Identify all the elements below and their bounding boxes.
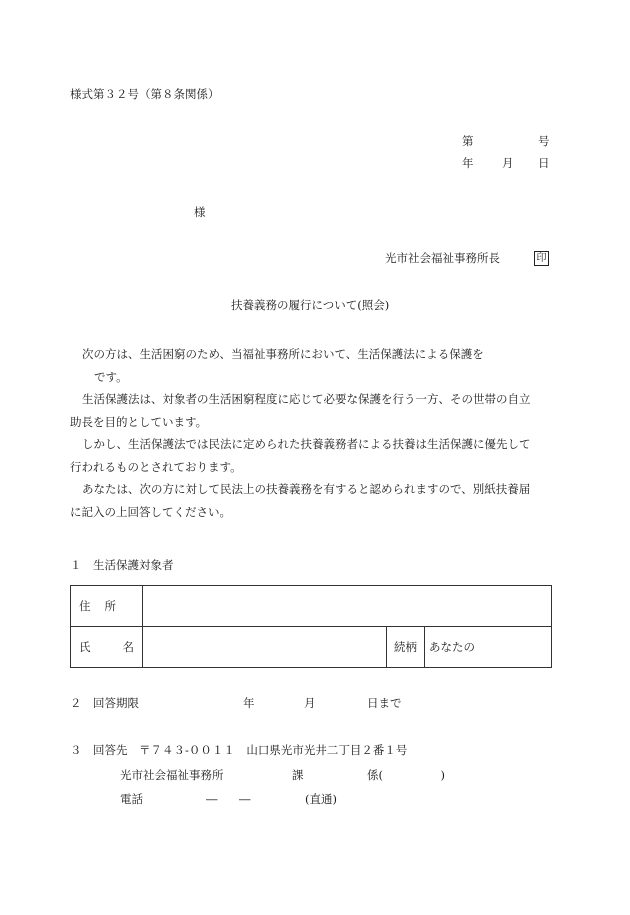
- name-value[interactable]: [143, 627, 387, 668]
- sender-name: 光市社会福祉事務所長: [385, 251, 500, 265]
- name-label: [71, 627, 143, 668]
- phone-dash-1: ―: [206, 792, 218, 806]
- section-2-heading: ２ 回答期限: [70, 696, 139, 710]
- seal-mark: 印: [534, 251, 549, 266]
- name-row: [71, 627, 552, 668]
- address-value[interactable]: [143, 586, 552, 627]
- relation-label: 続柄: [387, 627, 425, 668]
- reply-ka: 課: [292, 768, 304, 782]
- address-row: [71, 586, 552, 627]
- paragraph-3a: しかし、生活保護法では民法に定められた扶養義務者による扶養は生活保護に優先して: [82, 437, 531, 451]
- paragraph-2a: 生活保護法は、対象者の生活困窮程度に応じて必要な保護を行う一方、その世帯の自立: [82, 392, 531, 406]
- address-label-char-2: 所: [104, 599, 116, 613]
- document-number-suffix: 号: [538, 134, 550, 148]
- paragraph-3b: 行われるものとされております。: [70, 459, 242, 474]
- phone-dash-2: ―: [239, 792, 251, 806]
- document-title: 扶養義務の履行について(照会): [231, 298, 390, 312]
- document-number-prefix: 第: [462, 134, 474, 148]
- deadline-year: 年: [243, 696, 255, 710]
- paragraph-4b: に記入の上回答してください。: [70, 504, 231, 519]
- recipient-table: [70, 585, 552, 668]
- date-year: 年: [462, 156, 474, 170]
- date-day: 日: [538, 156, 550, 170]
- phone-label: 電話: [120, 792, 143, 806]
- date-month: 月: [502, 156, 514, 170]
- deadline-month: 月: [304, 696, 316, 710]
- phone-direct: (直通): [305, 792, 337, 806]
- name-label-char-1: 氏: [79, 640, 91, 654]
- section-1-heading: １ 生活保護対象者: [70, 558, 174, 572]
- deadline-until: 日まで: [367, 696, 402, 710]
- form-number: 様式第３２号（第８条関係）: [70, 87, 220, 101]
- paragraph-2b: 助長を目的としています。: [70, 414, 208, 429]
- address-label-char-1: 住: [79, 599, 91, 613]
- relation-value: あなたの: [425, 627, 552, 668]
- reply-office: 光市社会福祉事務所: [120, 768, 224, 782]
- body-text: [70, 343, 562, 523]
- paragraph-4a: あなたは、次の方に対して民法上の扶養義務を有すると認められますので、別紙扶養届: [82, 482, 531, 496]
- reply-kakari: 係( ): [367, 768, 445, 782]
- name-label-char-2: 名: [122, 640, 134, 654]
- paragraph-1a: 次の方は、生活困窮のため、当福祉事務所において、生活保護法による保護を: [82, 347, 484, 361]
- section-3-heading: ３ 回答先 〒７４３-００１１ 山口県光市光井二丁目２番１号: [70, 743, 408, 757]
- paragraph-1b: です。: [94, 369, 128, 384]
- addressee-suffix: 様: [194, 205, 206, 219]
- address-label: [71, 586, 143, 627]
